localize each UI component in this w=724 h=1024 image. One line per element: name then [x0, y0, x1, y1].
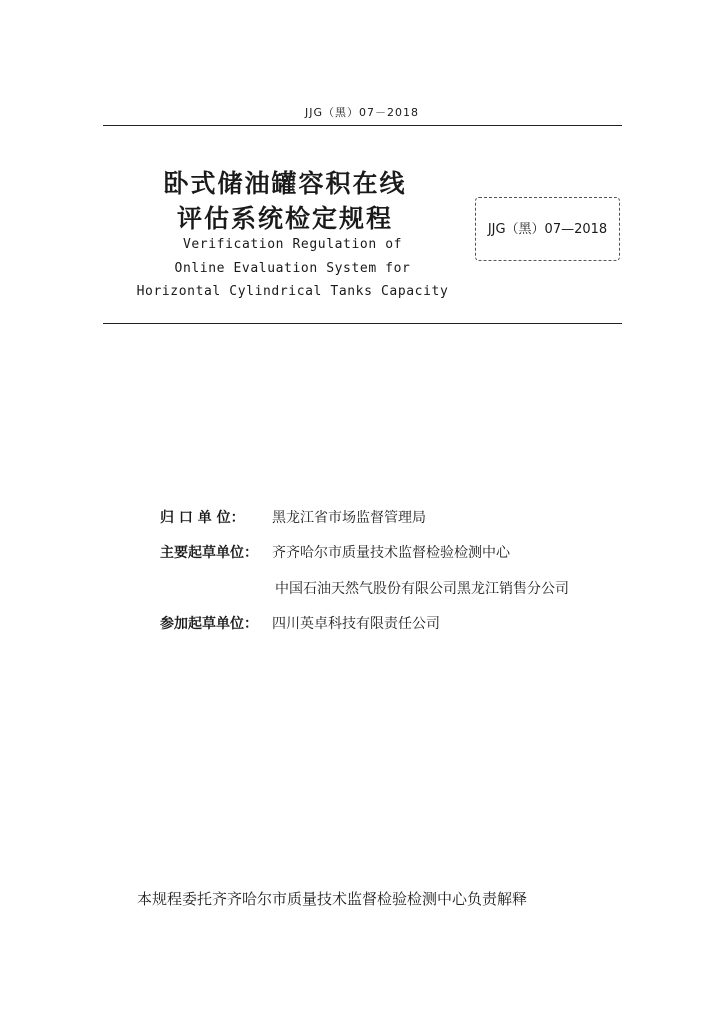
title-english-line-2: Online Evaluation System for [174, 261, 411, 276]
main-drafter-value-1: 齐齐哈尔市质量技术监督检验检测中心 [272, 545, 510, 561]
regulation-code-box [475, 197, 620, 261]
title-chinese-line-1: 卧式储油罐容积在线 [163, 169, 407, 198]
header-rule [103, 125, 622, 126]
title-english-line-1: Verification Regulation of [182, 237, 403, 252]
main-drafter-row [160, 542, 510, 562]
responsible-unit-label: 归 口 单 位： [160, 510, 245, 526]
main-drafter-value-2: 中国石油天然气股份有限公司黑龙江销售分公司 [275, 581, 569, 597]
participating-drafter-value: 四川英卓科技有限责任公司 [272, 616, 440, 632]
document-header-code: JJG（黑）07－2018 [304, 106, 419, 119]
responsible-unit-row [160, 507, 426, 527]
main-drafter-label: 主要起草单位： [160, 545, 258, 561]
title-rule [103, 323, 622, 324]
responsible-unit-value: 黑龙江省市场监督管理局 [272, 510, 426, 526]
regulation-code-text: JJG（黑）07—2018 [487, 222, 608, 237]
participating-drafter-label: 参加起草单位： [160, 616, 258, 632]
interpretation-note: 本规程委托齐齐哈尔市质量技术监督检验检测中心负责解释 [137, 890, 528, 908]
title-english-line-3: Horizontal Cylindrical Tanks Capacity [136, 284, 449, 299]
title-chinese-line-2: 评估系统检定规程 [176, 204, 393, 233]
participating-drafter-row [160, 613, 440, 633]
main-drafter-row-2 [275, 578, 569, 598]
